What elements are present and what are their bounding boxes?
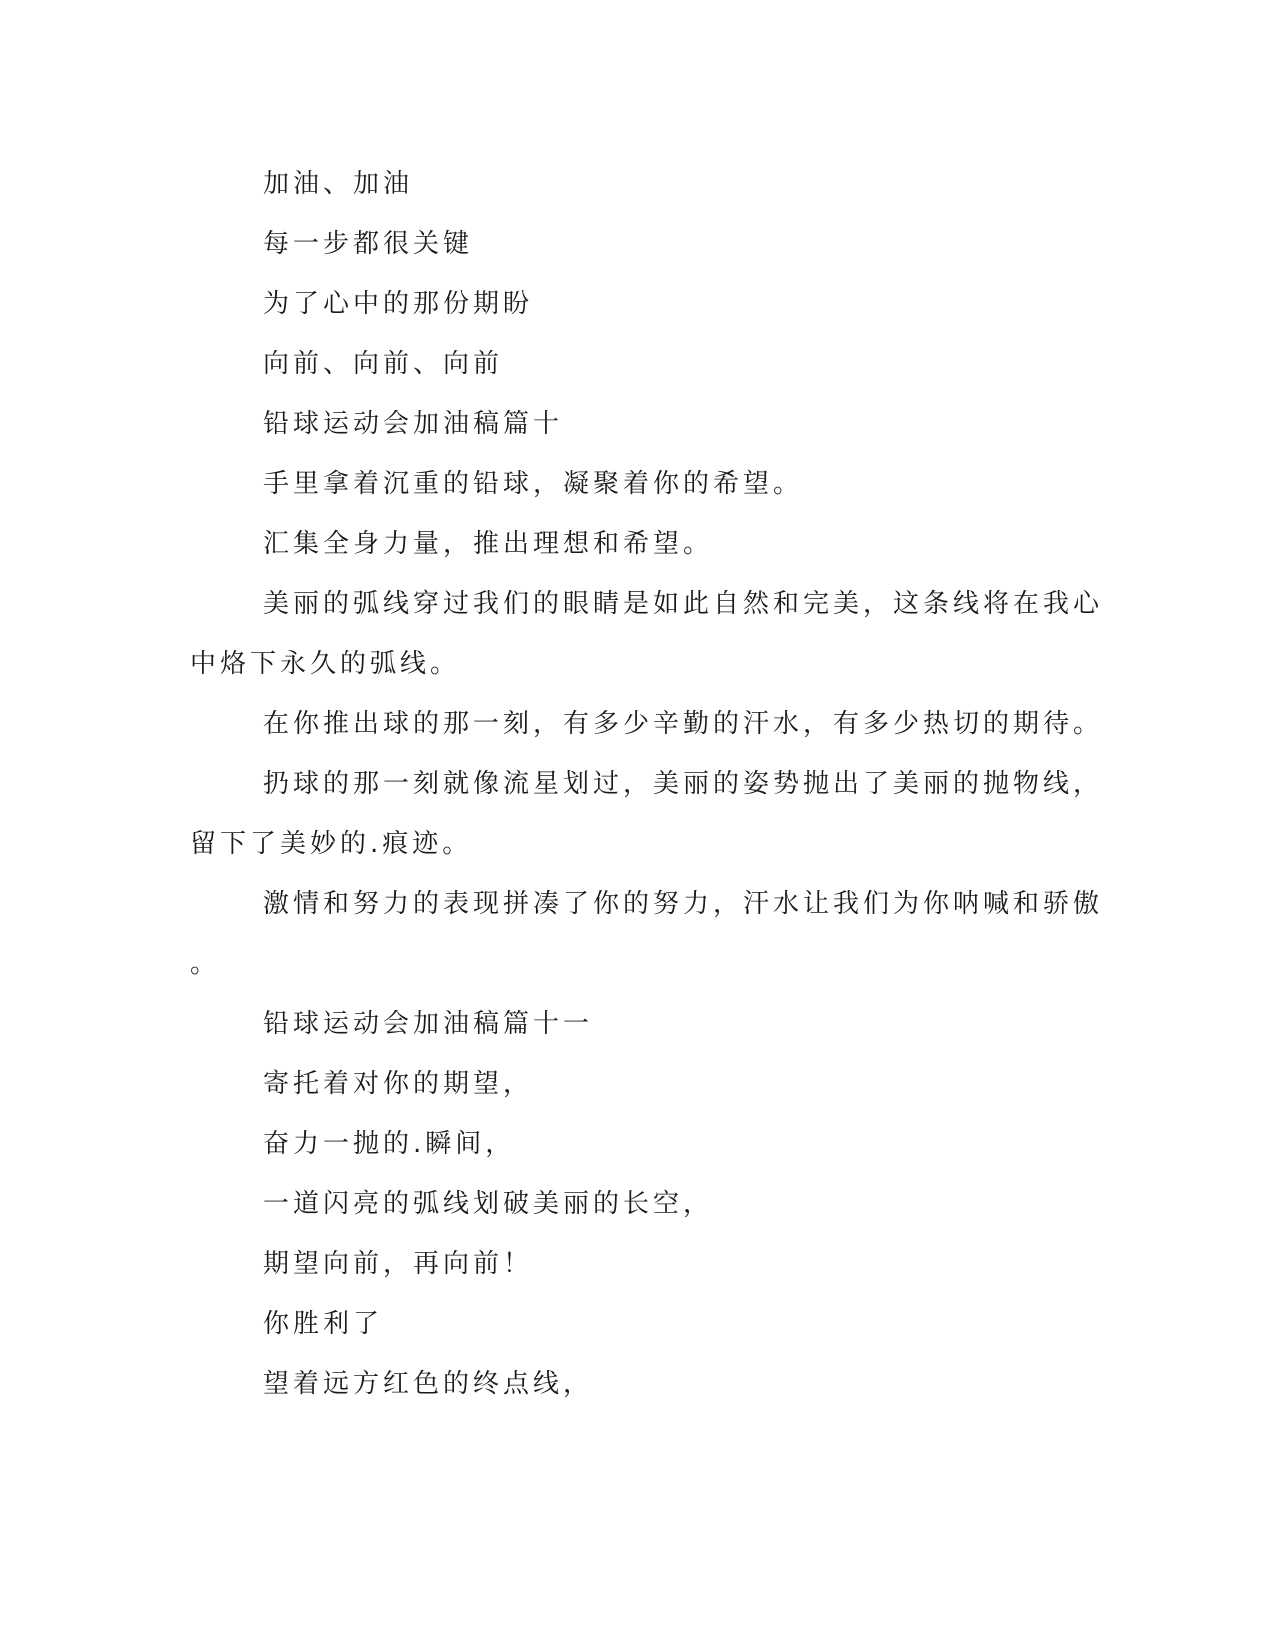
text-line: 留下了美妙的.痕迹。 xyxy=(190,829,473,859)
text-line: 激情和努力的表现拼凑了你的努力，汗水让我们为你呐喊和骄傲 xyxy=(263,889,1104,919)
text-line: 扔球的那一刻就像流星划过，美丽的姿势抛出了美丽的抛物线， xyxy=(263,769,1104,799)
text-line: 。 xyxy=(190,949,221,979)
section-heading: 铅球运动会加油稿篇十一 xyxy=(263,1009,594,1039)
text-line: 你胜利了 xyxy=(263,1309,384,1339)
text-line: 为了心中的那份期盼 xyxy=(263,289,534,319)
text-line: 汇集全身力量，推出理想和希望。 xyxy=(263,529,714,559)
text-line: 一道闪亮的弧线划破美丽的长空， xyxy=(263,1189,714,1219)
text-line: 每一步都很关键 xyxy=(263,229,474,259)
text-line: 寄托着对你的期望， xyxy=(263,1069,534,1099)
text-line: 手里拿着沉重的铅球，凝聚着你的希望。 xyxy=(263,469,804,499)
text-line: 在你推出球的那一刻，有多少辛勤的汗水，有多少热切的期待。 xyxy=(263,709,1104,739)
section-heading: 铅球运动会加油稿篇十 xyxy=(263,409,564,439)
text-line: 向前、向前、向前 xyxy=(263,349,504,379)
text-line: 望着远方红色的终点线， xyxy=(263,1369,594,1399)
text-line: 奋力一抛的.瞬间， xyxy=(263,1129,516,1159)
text-line: 中烙下永久的弧线。 xyxy=(190,649,461,679)
text-line: 加油、加油 xyxy=(263,169,414,199)
text-line: 美丽的弧线穿过我们的眼睛是如此自然和完美，这条线将在我心 xyxy=(263,589,1104,619)
text-line: 期望向前，再向前！ xyxy=(263,1249,534,1279)
